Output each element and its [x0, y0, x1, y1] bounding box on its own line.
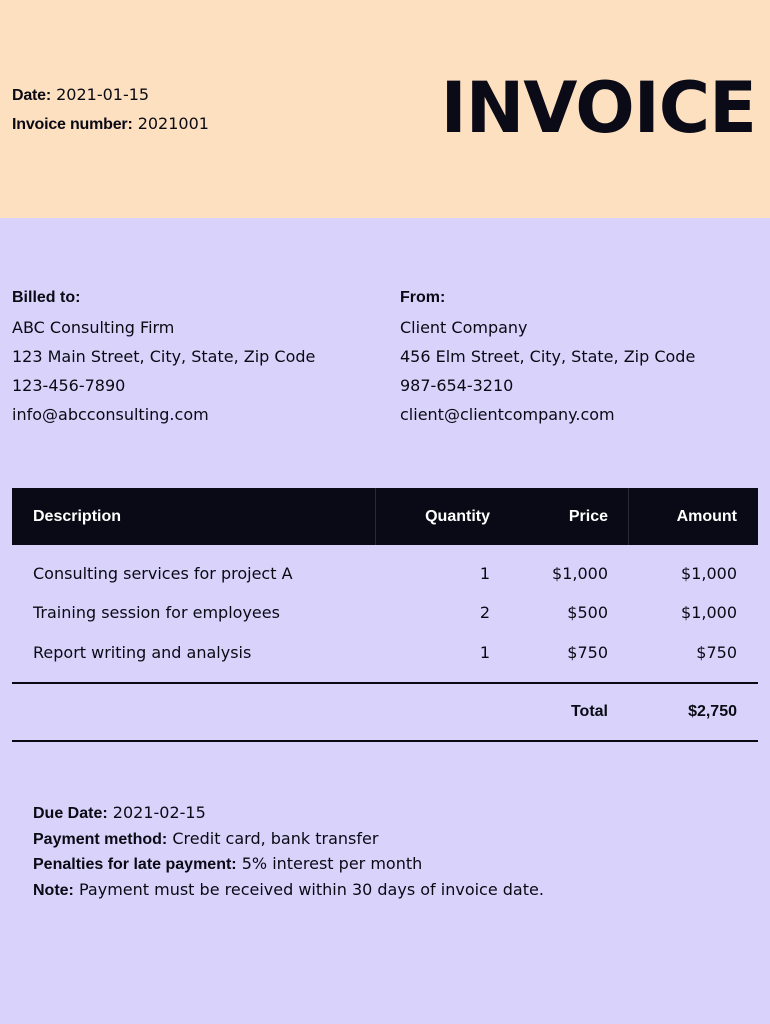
item-amount: $750	[696, 643, 737, 662]
invoice-number-value: 2021001	[137, 114, 209, 133]
invoice-date	[12, 85, 149, 106]
payment-method-label: Payment method:	[33, 830, 168, 848]
item-quantity: 1	[479, 564, 490, 583]
payment-method-value: Credit card, bank transfer	[172, 828, 379, 848]
due-date	[33, 801, 544, 827]
table-row	[12, 601, 758, 625]
item-quantity: 1	[479, 643, 490, 662]
from-email: client@clientcompany.com	[400, 405, 615, 424]
invoice-number	[12, 114, 209, 135]
item-description: Training session for employees	[33, 603, 280, 622]
total-label: Total	[570, 703, 608, 720]
due-date-label: Due Date:	[33, 805, 108, 822]
table-bottom-divider	[12, 740, 758, 742]
billed-to-block	[12, 288, 382, 434]
payment-method	[33, 827, 544, 853]
total-value: $2,750	[688, 703, 737, 720]
column-divider	[628, 488, 629, 545]
payment-notes	[33, 801, 544, 903]
item-amount: $1,000	[681, 564, 737, 583]
from-phone: 987-654-3210	[400, 376, 514, 395]
invoice-header	[0, 0, 770, 218]
item-price: $1,000	[552, 564, 608, 583]
note-label: Note:	[33, 881, 74, 899]
late-penalty-value: 5% interest per month	[241, 854, 423, 873]
table-row	[12, 641, 758, 665]
column-header-description: Description	[33, 508, 122, 525]
late-penalty	[33, 852, 544, 878]
table-row	[12, 562, 758, 586]
from-heading: From:	[400, 289, 446, 306]
date-label: Date:	[12, 87, 52, 104]
invoice-title: INVOICE	[440, 67, 756, 149]
item-quantity: 2	[479, 603, 490, 622]
table-divider	[12, 682, 758, 684]
item-price: $500	[567, 603, 608, 622]
column-divider	[375, 488, 376, 545]
billed-to-email: info@abcconsulting.com	[12, 405, 209, 424]
billed-to-name: ABC Consulting Firm	[12, 318, 175, 337]
billed-to-address: 123 Main Street, City, State, Zip Code	[12, 347, 316, 366]
billed-to-phone: 123-456-7890	[12, 376, 126, 395]
invoice-number-label: Invoice number:	[12, 116, 133, 133]
billed-to-heading: Billed to:	[12, 289, 81, 306]
column-header-price: Price	[568, 508, 608, 525]
from-name: Client Company	[400, 318, 528, 337]
date-value: 2021-01-15	[56, 85, 150, 104]
item-amount: $1,000	[681, 603, 737, 622]
late-penalty-label: Penalties for late payment:	[33, 856, 237, 873]
item-description: Report writing and analysis	[33, 643, 252, 662]
from-block	[400, 288, 770, 434]
note-value: Payment must be received within 30 days of invoice date.	[78, 879, 544, 899]
column-header-amount: Amount	[676, 508, 737, 525]
total-row	[12, 700, 758, 724]
column-header-quantity: Quantity	[425, 508, 490, 525]
from-address: 456 Elm Street, City, State, Zip Code	[400, 347, 696, 366]
item-description: Consulting services for project A	[33, 564, 293, 583]
due-date-value: 2021-02-15	[112, 803, 206, 822]
items-table-header	[12, 488, 758, 545]
item-price: $750	[567, 643, 608, 662]
invoice-note	[33, 878, 544, 904]
